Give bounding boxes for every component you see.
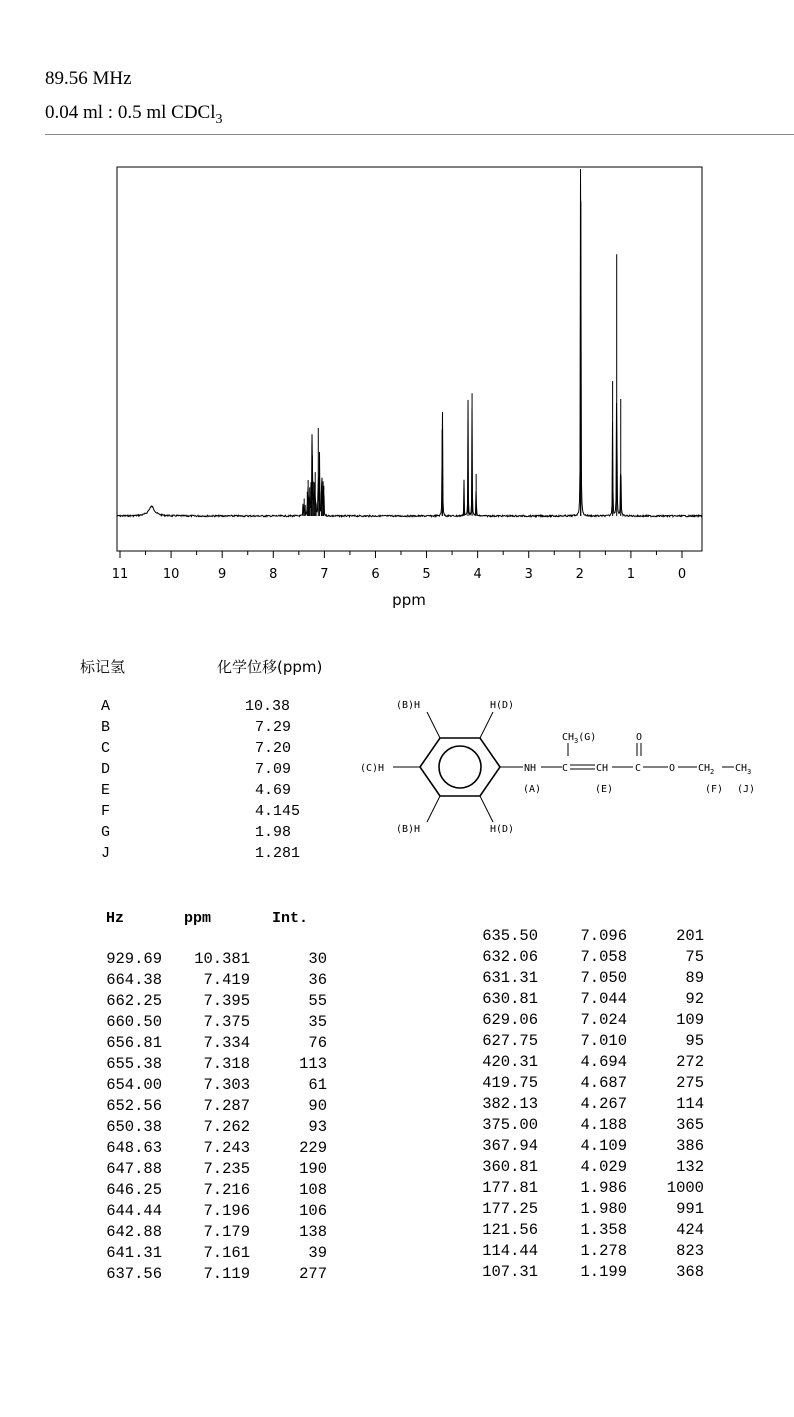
x-tick-label: 7	[320, 567, 329, 582]
peak-ppm: 4.267	[580, 1095, 627, 1113]
peak-hz: 627.75	[482, 1032, 538, 1050]
label-f: (F)	[705, 784, 724, 795]
peak-hz: 419.75	[482, 1074, 538, 1092]
x-tick-label: 0	[677, 567, 687, 582]
peak-intensity: 113	[299, 1055, 327, 1073]
bond-b-bottom	[427, 796, 440, 822]
label-e: (E)	[595, 784, 614, 795]
label-b-bottom: (B)H	[396, 824, 421, 835]
peak-hz: 107.31	[482, 1263, 538, 1281]
x-tick-label: 5	[422, 567, 431, 582]
peak-hz: 654.00	[106, 1076, 162, 1094]
peak-intensity: 991	[676, 1200, 704, 1218]
peak-hz: 121.56	[482, 1221, 538, 1239]
peak-intensity: 1000	[666, 1179, 704, 1197]
peak-intensity: 386	[676, 1137, 704, 1155]
x-tick-label: 2	[575, 567, 584, 582]
peak-ppm: 7.303	[203, 1076, 250, 1094]
peak-intensity: 36	[308, 971, 327, 989]
peak-ppm: 7.024	[580, 1011, 627, 1029]
peak-ppm: 7.050	[580, 969, 627, 987]
assignment-label: J	[101, 845, 111, 862]
peak-intensity: 93	[308, 1118, 327, 1136]
peak-ppm: 7.216	[203, 1181, 250, 1199]
peak-hz: 420.31	[482, 1053, 538, 1071]
peak-ppm: 7.235	[203, 1160, 250, 1178]
aromatic-circle	[439, 746, 481, 788]
peak-intensity: 106	[299, 1202, 327, 1220]
peak-intensity: 90	[308, 1097, 327, 1115]
peak-intensity: 365	[676, 1116, 704, 1134]
peak-ppm: 7.262	[203, 1118, 250, 1136]
peak-hz: 929.69	[106, 950, 162, 968]
bond-d-top	[480, 712, 493, 738]
atom-c-alpha: C	[562, 763, 569, 774]
label-c: (C)H	[360, 763, 385, 774]
x-tick-label: 9	[218, 567, 227, 582]
peak-ppm: 7.395	[203, 992, 250, 1010]
peak-intensity: 190	[299, 1160, 327, 1178]
assignment-label: D	[101, 761, 111, 778]
ch3-end-text: CH	[735, 763, 748, 774]
peak-hz: 655.38	[106, 1055, 162, 1073]
spectrometer-frequency: 89.56 MHz	[45, 68, 132, 89]
peak-intensity: 35	[308, 1013, 327, 1031]
assignment-label: A	[101, 698, 111, 715]
peak-hz: 660.50	[106, 1013, 162, 1031]
label-ester-o: O	[669, 763, 676, 774]
peak-intensity: 229	[299, 1139, 327, 1157]
label-ch2	[698, 763, 714, 776]
peak-hz: 631.31	[482, 969, 538, 987]
peak-ppm: 7.287	[203, 1097, 250, 1115]
assignment-shift: 7.20	[255, 740, 292, 757]
label-d-top: H(D)	[490, 700, 515, 711]
peak-hz: 662.25	[106, 992, 162, 1010]
peak-ppm: 7.161	[203, 1244, 250, 1262]
peak-intensity: 275	[676, 1074, 704, 1092]
peak-ppm: 7.318	[203, 1055, 250, 1073]
label-j: (J)	[737, 784, 756, 795]
x-tick-label: 6	[371, 567, 380, 582]
peak-hz: 664.38	[106, 971, 162, 989]
peak-ppm: 7.119	[203, 1265, 250, 1283]
peak-hz: 648.63	[106, 1139, 162, 1157]
peak-hz: 637.56	[106, 1265, 162, 1283]
peak-ppm: 7.334	[203, 1034, 250, 1052]
peak-intensity: 75	[685, 948, 704, 966]
x-tick-label: 11	[111, 567, 129, 582]
peak-intensity: 55	[308, 992, 327, 1010]
peak-intensity: 272	[676, 1053, 704, 1071]
peak-hz: 629.06	[482, 1011, 538, 1029]
peak-hz: 367.94	[482, 1137, 538, 1155]
peak-ppm: 1.980	[580, 1200, 627, 1218]
peak-intensity: 201	[676, 927, 704, 945]
assignment-label: C	[101, 740, 111, 757]
assignment-shift: 1.98	[255, 824, 292, 841]
peak-ppm: 1.199	[580, 1263, 627, 1281]
assignment-label: E	[101, 782, 111, 799]
label-b-top: (B)H	[396, 700, 421, 711]
assignment-label: G	[101, 824, 111, 841]
assignment-shift: 10.38	[245, 698, 291, 715]
ch3-end-subscript: 3	[747, 768, 752, 776]
assignment-header-label: 标记氢	[80, 658, 126, 676]
peak-hz: 375.00	[482, 1116, 538, 1134]
ch3-subscript: 3	[574, 737, 579, 745]
peak-ppm: 1.986	[580, 1179, 627, 1197]
x-tick-label: 10	[162, 567, 180, 582]
peak-intensity: 30	[308, 950, 327, 968]
peak-ppm: 4.694	[580, 1053, 627, 1071]
peak-ppm: 7.419	[203, 971, 250, 989]
peak-ppm: 4.109	[580, 1137, 627, 1155]
label-a: (A)	[523, 784, 542, 795]
peak-intensity: 132	[676, 1158, 704, 1176]
peak-intensity: 76	[308, 1034, 327, 1052]
assignment-shift: 7.09	[255, 761, 292, 778]
peak-intensity: 61	[308, 1076, 327, 1094]
bond-b-top	[427, 712, 440, 738]
peak-ppm: 1.358	[580, 1221, 627, 1239]
x-tick-label: 4	[473, 567, 482, 582]
peak-intensity: 277	[299, 1265, 327, 1283]
peak-hz: 632.06	[482, 948, 538, 966]
x-tick-label: 3	[524, 567, 533, 582]
label-ch-vinyl: CH	[596, 763, 609, 774]
peak-header-ppm: ppm	[184, 910, 212, 927]
peak-intensity: 368	[676, 1263, 704, 1281]
peak-intensity: 114	[676, 1095, 704, 1113]
peak-intensity: 823	[676, 1242, 704, 1260]
peak-hz: 647.88	[106, 1160, 162, 1178]
peak-hz: 641.31	[106, 1244, 162, 1262]
ch3-text: CH	[562, 732, 575, 743]
peak-hz: 360.81	[482, 1158, 538, 1176]
peak-hz: 644.44	[106, 1202, 162, 1220]
peak-hz: 177.81	[482, 1179, 538, 1197]
peak-ppm: 7.196	[203, 1202, 250, 1220]
peak-intensity: 92	[685, 990, 704, 1008]
peak-intensity: 89	[685, 969, 704, 987]
assignment-label: F	[101, 803, 111, 820]
label-carbonyl-c: C	[635, 763, 642, 774]
peak-ppm: 4.687	[580, 1074, 627, 1092]
peak-intensity: 95	[685, 1032, 704, 1050]
ch2-text: CH	[698, 763, 711, 774]
peak-intensity: 424	[676, 1221, 704, 1239]
label-ch3-end	[735, 763, 751, 776]
peak-hz: 177.25	[482, 1200, 538, 1218]
peak-intensity: 108	[299, 1181, 327, 1199]
solvent-subscript: 3	[215, 111, 223, 127]
peak-ppm: 7.179	[203, 1223, 250, 1241]
label-d-bottom: H(D)	[490, 824, 515, 835]
ch2-subscript: 2	[710, 768, 715, 776]
peak-ppm: 7.044	[580, 990, 627, 1008]
assignment-shift: 7.29	[255, 719, 292, 736]
peak-hz: 630.81	[482, 990, 538, 1008]
solvent-text: 0.04 ml : 0.5 ml CDCl	[45, 102, 216, 123]
peak-intensity: 39	[308, 1244, 327, 1262]
x-tick-label: 1	[626, 567, 636, 582]
peak-hz: 382.13	[482, 1095, 538, 1113]
bond-d-bottom	[480, 796, 493, 822]
peak-ppm: 4.188	[580, 1116, 627, 1134]
peak-hz: 114.44	[482, 1242, 538, 1260]
peak-ppm: 10.381	[194, 950, 250, 968]
g-tag: (G)	[578, 732, 597, 743]
peak-hz: 656.81	[106, 1034, 162, 1052]
peak-hz: 646.25	[106, 1181, 162, 1199]
peak-ppm: 7.058	[580, 948, 627, 966]
label-ch3-g	[562, 732, 596, 745]
peak-hz: 642.88	[106, 1223, 162, 1241]
peak-ppm: 7.375	[203, 1013, 250, 1031]
peak-ppm: 7.243	[203, 1139, 250, 1157]
assignment-shift: 4.69	[255, 782, 292, 799]
peak-ppm: 7.096	[580, 927, 627, 945]
peak-hz: 650.38	[106, 1118, 162, 1136]
peak-ppm: 7.010	[580, 1032, 627, 1050]
peak-header-hz: Hz	[106, 910, 125, 927]
assignment-header-shift: 化学位移(ppm)	[217, 658, 323, 676]
peak-header-int: Int.	[272, 910, 309, 927]
assignment-shift: 4.145	[255, 803, 301, 820]
peak-hz: 635.50	[482, 927, 538, 945]
assignment-label: B	[101, 719, 111, 736]
peak-ppm: 4.029	[580, 1158, 627, 1176]
peak-intensity: 109	[676, 1011, 704, 1029]
peak-ppm: 1.278	[580, 1242, 627, 1260]
assignment-shift: 1.281	[255, 845, 301, 862]
label-carbonyl-o: O	[636, 732, 643, 743]
peak-intensity: 138	[299, 1223, 327, 1241]
label-nh: NH	[524, 763, 537, 774]
x-tick-label: 8	[269, 567, 278, 582]
peak-hz: 652.56	[106, 1097, 162, 1115]
x-axis-label: ppm	[392, 591, 426, 609]
